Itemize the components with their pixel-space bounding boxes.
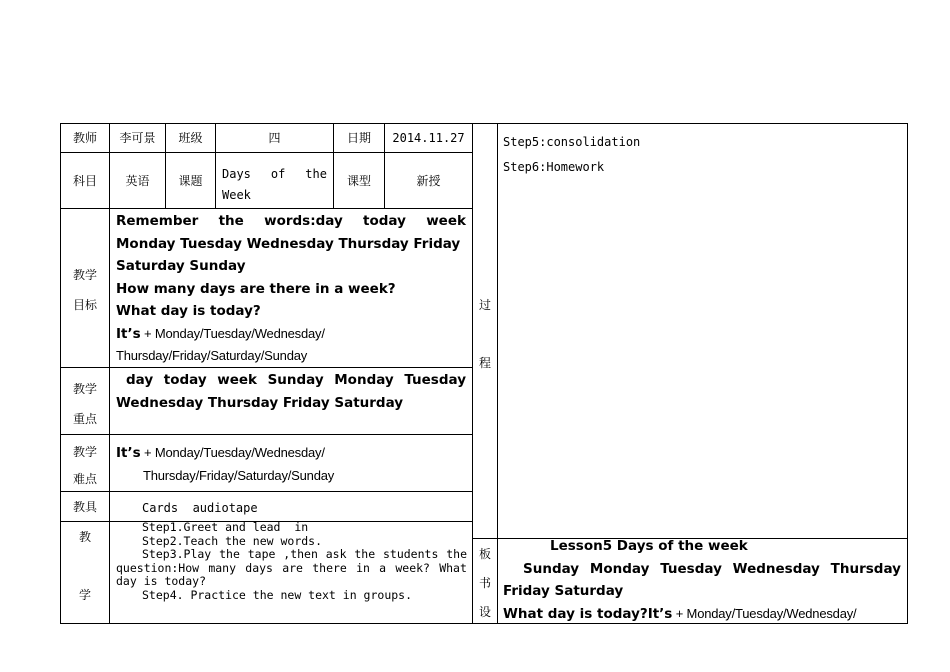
aids-value: Cards audiotape [142, 501, 258, 515]
board-title: Lesson5 Days of the week [550, 538, 748, 554]
difficulties-label-1: 教学 [72, 445, 97, 459]
board-label-1: 板 [478, 547, 491, 561]
step3-word: the [446, 547, 467, 561]
goals-word: Remember [116, 213, 199, 229]
goals-line-1 [116, 210, 466, 233]
step3-word: question:How [116, 560, 200, 575]
board-word: Tuesday [660, 560, 722, 577]
teacher-name: 李可景 [119, 131, 156, 145]
board-label [473, 547, 497, 619]
teaching-step3-line2 [116, 562, 467, 576]
keypoints-label [61, 382, 109, 426]
type-value: 新授 [416, 173, 441, 188]
process-label-2: 程 [478, 356, 491, 370]
board-label-3: 设 [478, 605, 491, 619]
difficulties-label-2: 难点 [72, 472, 97, 486]
process-step6: Step6:Homework [503, 160, 605, 174]
step3-word: days [245, 560, 273, 575]
topic-line-2: Week [222, 188, 251, 202]
class-label: 班级 [178, 131, 203, 145]
board-label-2: 书 [478, 576, 491, 590]
step3-word: the [354, 547, 376, 561]
goals-word: the [218, 213, 244, 229]
keypoints-label-1: 教学 [72, 382, 97, 396]
teaching-step1: Step1.Greet and lead in [142, 520, 309, 534]
goals-line-3: Saturday Sunday [116, 258, 246, 274]
subject-value: 英语 [125, 173, 150, 188]
goals-line-2: Monday Tuesday Wednesday Thursday Friday [116, 235, 461, 252]
teaching-step4: Step4. Practice the new text in groups. [142, 587, 413, 602]
teaching-step3-line3: day is today? [116, 574, 207, 588]
goals-word: words:day [264, 213, 343, 229]
difficulties-line-2: Thursday/Friday/Saturday/Sunday [143, 467, 335, 483]
step3-word: there [312, 560, 347, 575]
type-label: 课型 [346, 173, 371, 188]
date-label: 日期 [346, 131, 371, 145]
step3-word: are [282, 560, 303, 575]
step3-word: students [382, 547, 439, 561]
step3-word: Step3.Play [142, 547, 212, 561]
goals-its: It’s [116, 325, 141, 342]
board-line-3 [503, 603, 901, 626]
step3-word: week? [395, 560, 430, 575]
teaching-label-2: 学 [78, 588, 91, 602]
goals-label-1: 教学 [72, 268, 97, 282]
board-word: Wednesday [732, 560, 820, 577]
difficulties-its: It’s [116, 445, 141, 461]
process-step5: Step5:consolidation [503, 135, 641, 149]
topic-word: of [270, 167, 286, 181]
topic-label: 课题 [178, 173, 203, 188]
keypoints-word: Monday [334, 372, 394, 388]
topic-value [222, 161, 327, 205]
step3-word: the [219, 547, 240, 561]
goals-content [116, 210, 466, 368]
keypoints-word: Tuesday [404, 372, 466, 388]
keypoints-content [116, 369, 466, 414]
date-value: 2014.11.27 [392, 131, 465, 145]
goals-label-2: 目标 [72, 298, 97, 312]
difficulties-days-1: + Monday/Tuesday/Wednesday/ [140, 445, 325, 460]
board-line-2: Friday Saturday [503, 583, 624, 599]
topic-word: Days [222, 167, 251, 181]
teaching-content [116, 521, 467, 602]
difficulties-content [116, 442, 466, 487]
teacher-label: 教师 [72, 131, 97, 145]
difficulties-label [61, 445, 109, 486]
goals-line-5: What day is today? [116, 303, 261, 319]
process-label-1: 过 [478, 298, 491, 312]
step3-word: What [439, 560, 467, 575]
board-word: Monday [589, 560, 650, 577]
process-content [503, 130, 903, 180]
teaching-label [61, 530, 109, 602]
keypoints-word: Sunday [267, 372, 324, 388]
step3-word: in [356, 560, 370, 575]
process-label [473, 298, 497, 370]
subject-label: 科目 [72, 173, 97, 188]
teaching-step2: Step2.Teach the new words. [142, 533, 323, 548]
board-content [503, 535, 901, 625]
board-word: Thursday [830, 560, 901, 577]
step3-word: a [379, 560, 387, 575]
keypoints-word: today [163, 372, 207, 388]
step3-word: tape [247, 547, 276, 561]
goals-label [61, 268, 109, 312]
goals-days-1: + Monday/Tuesday/Wednesday/ [140, 325, 325, 341]
keypoints-line-1 [116, 369, 466, 392]
keypoints-line-2: Wednesday Thursday Friday Saturday [116, 394, 404, 411]
keypoints-label-2: 重点 [72, 412, 97, 426]
board-line-1 [503, 558, 901, 581]
board-days: + Monday/Tuesday/Wednesday/ [672, 605, 857, 621]
goals-word: today [363, 213, 406, 229]
step3-word: ,then [283, 547, 318, 561]
teaching-label-1: 教 [78, 530, 91, 544]
goals-line-6 [116, 323, 466, 346]
goals-line-7: Thursday/Friday/Saturday/Sunday [116, 348, 308, 363]
difficulties-line-1 [116, 442, 466, 465]
step3-word: ask [325, 547, 347, 561]
goals-line-4: How many days are there in a week? [116, 280, 396, 297]
board-word: Sunday [523, 560, 580, 577]
class-value: 四 [268, 131, 281, 145]
goals-word: week [426, 213, 466, 229]
keypoints-word: day [126, 372, 154, 388]
topic-word: the [305, 167, 327, 181]
board-question: What day is today?It’s [503, 605, 673, 622]
step3-word: many [208, 560, 237, 575]
keypoints-word: week [217, 372, 257, 388]
aids-label: 教具 [72, 499, 97, 514]
teaching-step3 [116, 548, 467, 562]
